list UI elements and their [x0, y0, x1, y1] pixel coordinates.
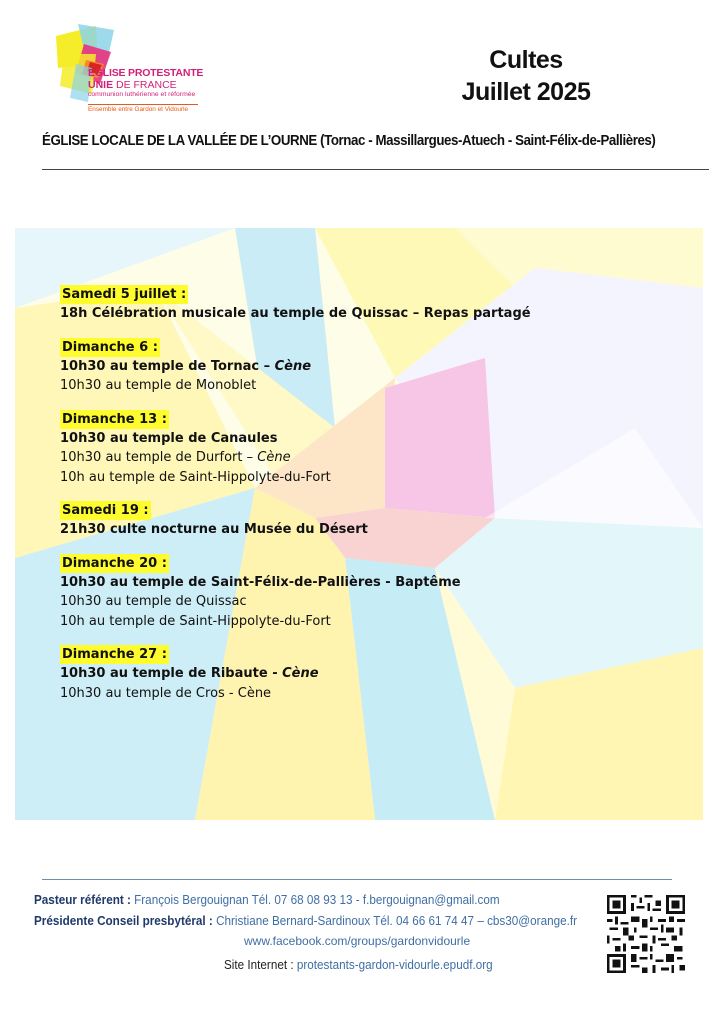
footer-divider — [42, 879, 672, 880]
service-line: 10h au temple de Saint-Hippolyte-du-Fort — [60, 469, 331, 485]
website-line — [224, 957, 493, 972]
day-block — [60, 283, 620, 324]
president-contact — [34, 910, 577, 931]
church-name: ÉGLISE LOCALE DE LA VALLÉE DE L’OURNE (Tornac - Massillargues-Atuech - Saint-Félix-de-Pallières) — [42, 133, 656, 149]
title-line-1: Cultes — [489, 46, 563, 74]
day-heading: Samedi 19 : — [62, 503, 149, 518]
service-line: 10h30 au temple de Quissac — [60, 594, 247, 609]
divider — [42, 169, 709, 170]
logo-line-1: EGLISE PROTESTANTE — [88, 67, 204, 79]
day-heading: Samedi 5 juillet : — [62, 287, 187, 302]
epudf-logo — [56, 24, 226, 116]
service-line: 10h30 au temple de Tornac – Cène — [60, 358, 312, 374]
president-label: Présidente Conseil presbytéral : — [34, 913, 213, 928]
website-label: Site Internet : — [224, 957, 294, 972]
facebook-link[interactable]: www.facebook.com/groups/gardonvidourle — [244, 934, 471, 948]
day-heading: Dimanche 6 : — [62, 339, 158, 355]
service-line: 18h Célébration musicale au temple de Quissac – Repas partagé — [60, 306, 531, 321]
logo-line-3: communion luthérienne et réformée — [88, 91, 196, 98]
logo-line-2: UNIE DE FRANCE — [88, 78, 177, 91]
qr-code-icon[interactable] — [607, 895, 685, 973]
service-line: 10h30 au temple de Canaules — [60, 430, 278, 446]
pastor-value[interactable]: François Bergouignan Tél. 07 68 08 93 13 - f.bergouignan@gmail.com — [130, 892, 500, 907]
service-line: 10h30 au temple de Saint-Félix-de-Pallières - Baptême — [60, 574, 461, 590]
president-value[interactable]: Christiane Bernard-Sardinoux Tél. 04 66 61 74 47 – cbs30@orange.fr — [212, 913, 578, 928]
service-line: 10h30 au temple de Cros - Cène — [60, 685, 272, 701]
service-line: 10h au temple de Saint-Hippolyte-du-Fort — [60, 613, 331, 629]
day-block — [60, 408, 620, 488]
pastor-contact — [34, 889, 577, 910]
footer-contacts — [34, 889, 637, 931]
day-block — [60, 552, 620, 632]
day-block — [60, 499, 620, 540]
day-heading: Dimanche 27 : — [62, 647, 167, 662]
pastor-label: Pasteur référent : — [34, 892, 131, 907]
day-block — [60, 643, 620, 703]
service-line: 21h30 culte nocturne au Musée du Désert — [60, 522, 368, 537]
website-link[interactable]: protestants-gardon-vidourle.epudf.org — [293, 957, 493, 972]
logo-text — [88, 68, 203, 113]
title-line-2: Juillet 2025 — [461, 78, 591, 106]
service-line: 10h30 au temple de Ribaute - Cène — [60, 666, 319, 681]
day-block — [60, 336, 620, 396]
service-line: 10h30 au temple de Durfort – Cène — [60, 450, 291, 465]
schedule — [60, 283, 620, 715]
day-heading: Dimanche 13 : — [62, 411, 167, 427]
day-heading: Dimanche 20 : — [62, 555, 167, 571]
page-title — [446, 44, 606, 108]
service-line: 10h30 au temple de Monoblet — [60, 378, 257, 393]
logo-line-4: Ensemble entre Gardon et Vidourle — [88, 104, 198, 113]
